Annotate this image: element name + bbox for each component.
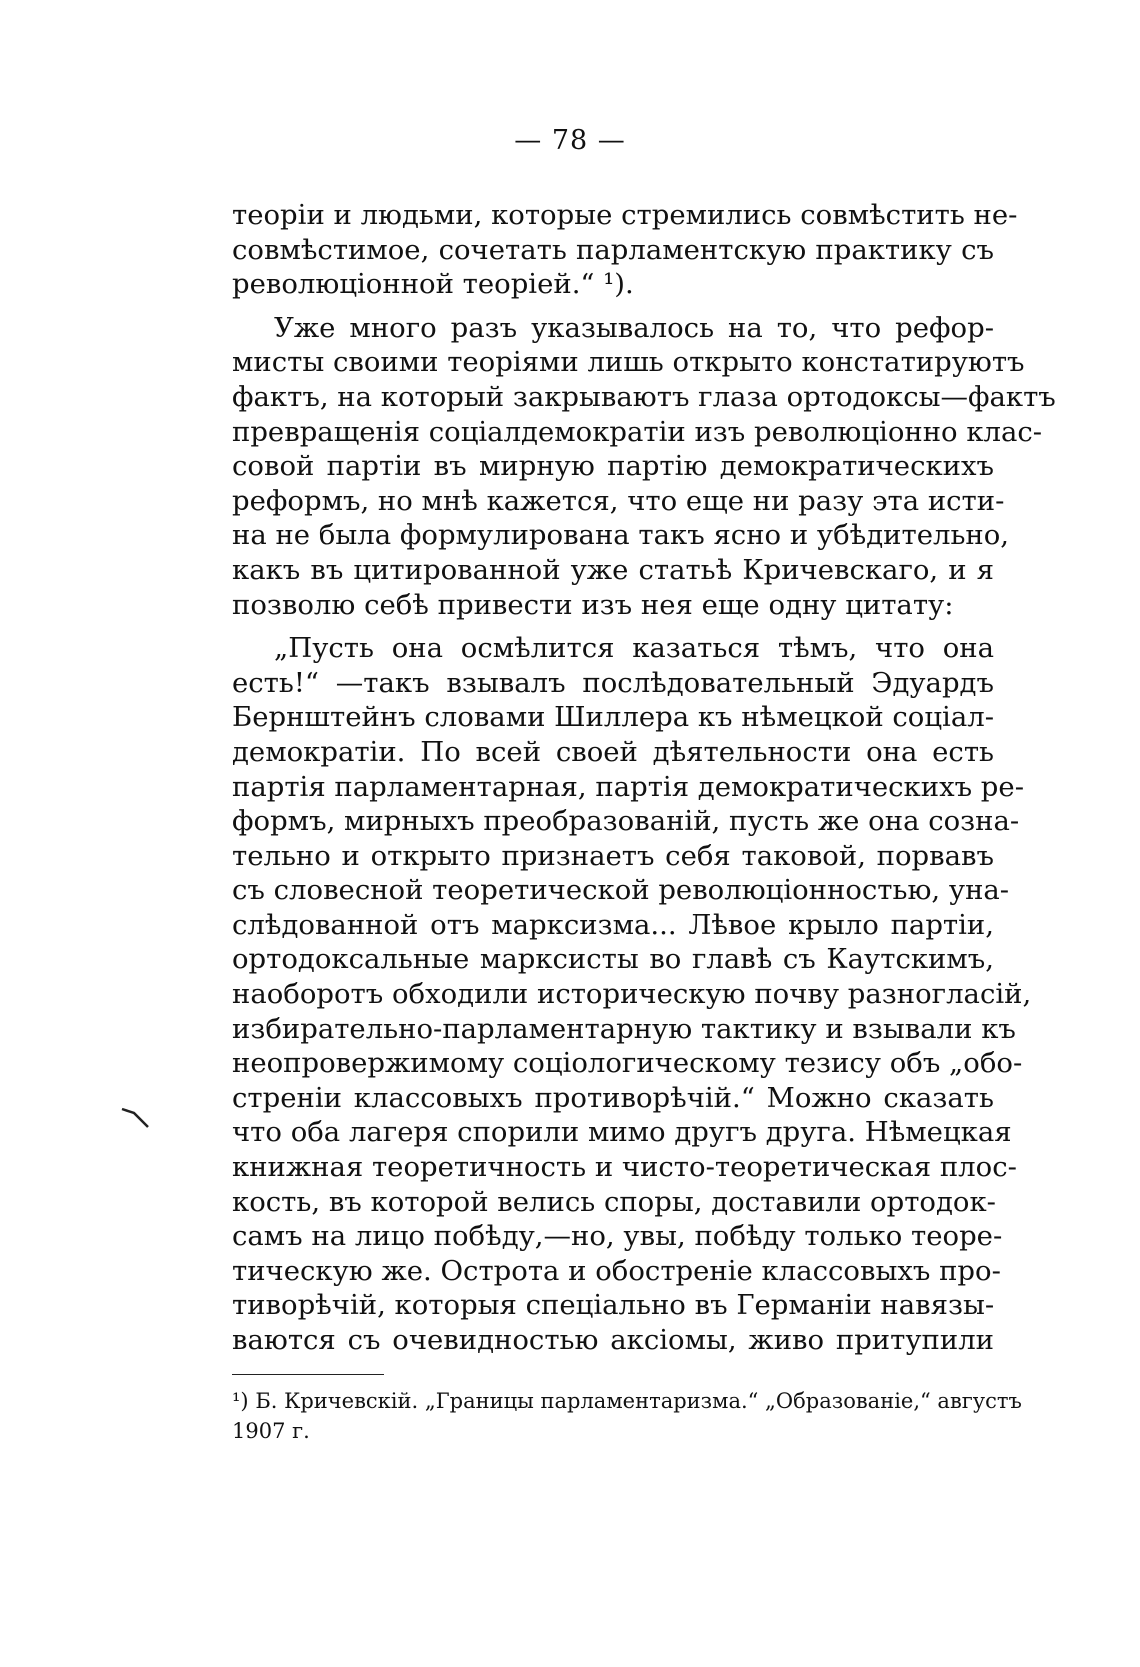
text-line: революціонной теоріей.“ ¹). — [232, 268, 634, 301]
text-line: демократіи. По всей своей дѣятельности она есть — [232, 735, 994, 768]
text-line: Бернштейнъ словами Шиллера къ нѣмецкой соціал- — [232, 701, 994, 734]
text-line: ваются съ очевидностью аксіомы, живо притупили — [232, 1324, 994, 1356]
footnote-line: 1907 г. — [232, 1419, 310, 1443]
text-line: стреніи классовыхъ противорѣчій.“ Можно сказать — [232, 1081, 994, 1114]
text-line: партія парламентарная, партія демократическихъ ре- — [232, 770, 1024, 803]
footnote — [232, 1386, 1022, 1446]
text-line: тическую же. Острота и обостреніе классовыхъ про- — [232, 1254, 1001, 1287]
text-line: позволю себѣ привести изъ нея еще одну цитату: — [232, 588, 954, 621]
scan-mark-icon — [120, 1105, 160, 1135]
footnote-separator — [232, 1374, 384, 1375]
text-line: фактъ, на который закрываютъ глаза ортодоксы—фактъ — [232, 380, 1056, 413]
text-line: слѣдованной отъ марксизма... Лѣвое крыло партіи, — [232, 908, 994, 941]
text-line: что оба лагеря спорили мимо другъ друга. Нѣмецкая — [232, 1116, 1012, 1149]
text-line: съ словесной теоретической революціонностью, уна- — [232, 874, 1010, 907]
text-line: „Пусть она осмѣлится казаться тѣмъ, что она — [274, 632, 994, 665]
page-number: — 78 — — [514, 125, 626, 156]
text-line: есть!“ —такъ взывалъ послѣдовательный Эдуардъ — [232, 666, 994, 699]
text-line: книжная теоретичность и чисто-теоретическая плос- — [232, 1151, 1017, 1184]
text-line: превращенія соціалдемократіи изъ революціонно клас- — [232, 415, 1043, 448]
text-line: кость, въ которой велись споры, доставили ортодок- — [232, 1185, 996, 1218]
text-line: формъ, мирныхъ преобразованій, пусть же она созна- — [232, 805, 1020, 838]
text-line: совмѣстимое, сочетать парламентскую практику съ — [232, 233, 994, 266]
text-line: теоріи и людьми, которые стремились совмѣстить не- — [232, 199, 1018, 231]
text-line: ортодоксальные марксисты во главѣ съ Каутскимъ, — [232, 943, 994, 976]
footnote-line — [232, 1386, 1022, 1416]
footnote-text: Б. Кричевскій. „Границы парламентаризма.“ „Образованіе,“ августъ — [255, 1389, 1022, 1413]
text-line: на не была формулирована такъ ясно и убѣдительно, — [232, 519, 1010, 552]
text-line: какъ въ цитированной уже статьѣ Кричевскаго, и я — [232, 553, 994, 586]
text-line: совой партіи въ мирную партію демократическихъ — [232, 450, 994, 483]
body-text — [232, 198, 1056, 1358]
text-line: реформъ, но мнѣ кажется, что еще ни разу эта исти- — [232, 484, 1005, 517]
footnote-marker: ¹) — [232, 1389, 249, 1413]
text-line: мисты своими теоріями лишь открыто констатируютъ — [232, 346, 1025, 379]
text-line: наоборотъ обходили историческую почву разногласій, — [232, 978, 1032, 1011]
text-line: тельно и открыто признаетъ себя таковой, порвавъ — [232, 839, 994, 872]
text-line: самъ на лицо побѣду,—но, увы, побѣду только теоре- — [232, 1220, 1003, 1253]
text-line: избирательно-парламентарную тактику и взывали къ — [232, 1012, 1016, 1045]
text-line: Уже много разъ указывалось на то, что рефор- — [274, 311, 994, 344]
text-line: тиворѣчій, которыя спеціально въ Германіи навязы- — [232, 1289, 995, 1322]
text-line: неопровержимому соціологическому тезису объ „обо- — [232, 1047, 1023, 1080]
